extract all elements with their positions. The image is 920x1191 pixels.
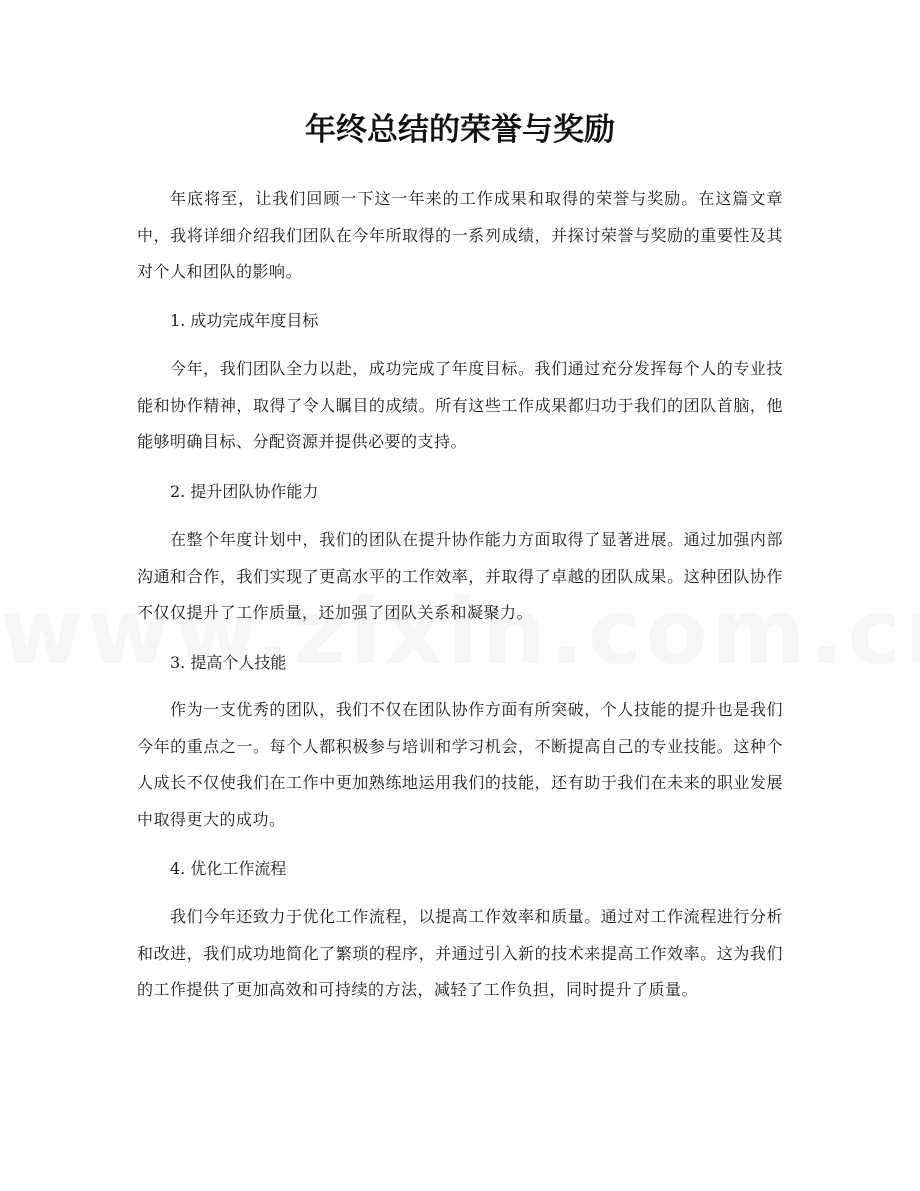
section-heading-2: 2. 提升团队协作能力 bbox=[170, 482, 319, 501]
section-body-4: 我们今年还致力于优化工作流程，以提高工作效率和质量。通过对工作流程进行分析和改进，我们成功地简化了繁琐的程序，并通过引入新的技术来提高工作效率。这为我们的工作提供了更加高效和可持续的方法，减轻了工作负担，同时提升了质量。 bbox=[137, 907, 783, 999]
section-heading-4: 4. 优化工作流程 bbox=[170, 859, 287, 878]
section-body-2: 在整个年度计划中，我们的团队在提升协作能力方面取得了显著进展。通过加强内部沟通和合作，我们实现了更高水平的工作效率，并取得了卓越的团队成果。这种团队协作不仅仅提升了工作质量，还加强了团队关系和凝聚力。 bbox=[137, 530, 783, 622]
section-heading-1: 1. 成功完成年度目标 bbox=[170, 311, 319, 330]
section-heading-3: 3. 提高个人技能 bbox=[170, 653, 287, 672]
page-title: 年终总结的荣誉与奖励 bbox=[305, 112, 615, 148]
section-body-3: 作为一支优秀的团队，我们不仅在团队协作方面有所突破，个人技能的提升也是我们今年的重点之一。每个人都积极参与培训和学习机会，不断提高自己的专业技能。这种个人成长不仅使我们在工作中更加熟练地运用我们的技能，还有助于我们在未来的职业发展中取得更大的成功。 bbox=[137, 700, 783, 829]
section-body-1: 今年，我们团队全力以赴，成功完成了年度目标。我们通过充分发挥每个人的专业技能和协作精神，取得了令人瞩目的成绩。所有这些工作成果都归功于我们的团队首脑，他能够明确目标、分配资源并提供必要的支持。 bbox=[137, 359, 783, 451]
intro-paragraph: 年底将至，让我们回顾一下这一年来的工作成果和取得的荣誉与奖励。在这篇文章中，我将详细介绍我们团队在今年所取得的一系列成绩，并探讨荣誉与奖励的重要性及其对个人和团队的影响。 bbox=[137, 189, 783, 281]
